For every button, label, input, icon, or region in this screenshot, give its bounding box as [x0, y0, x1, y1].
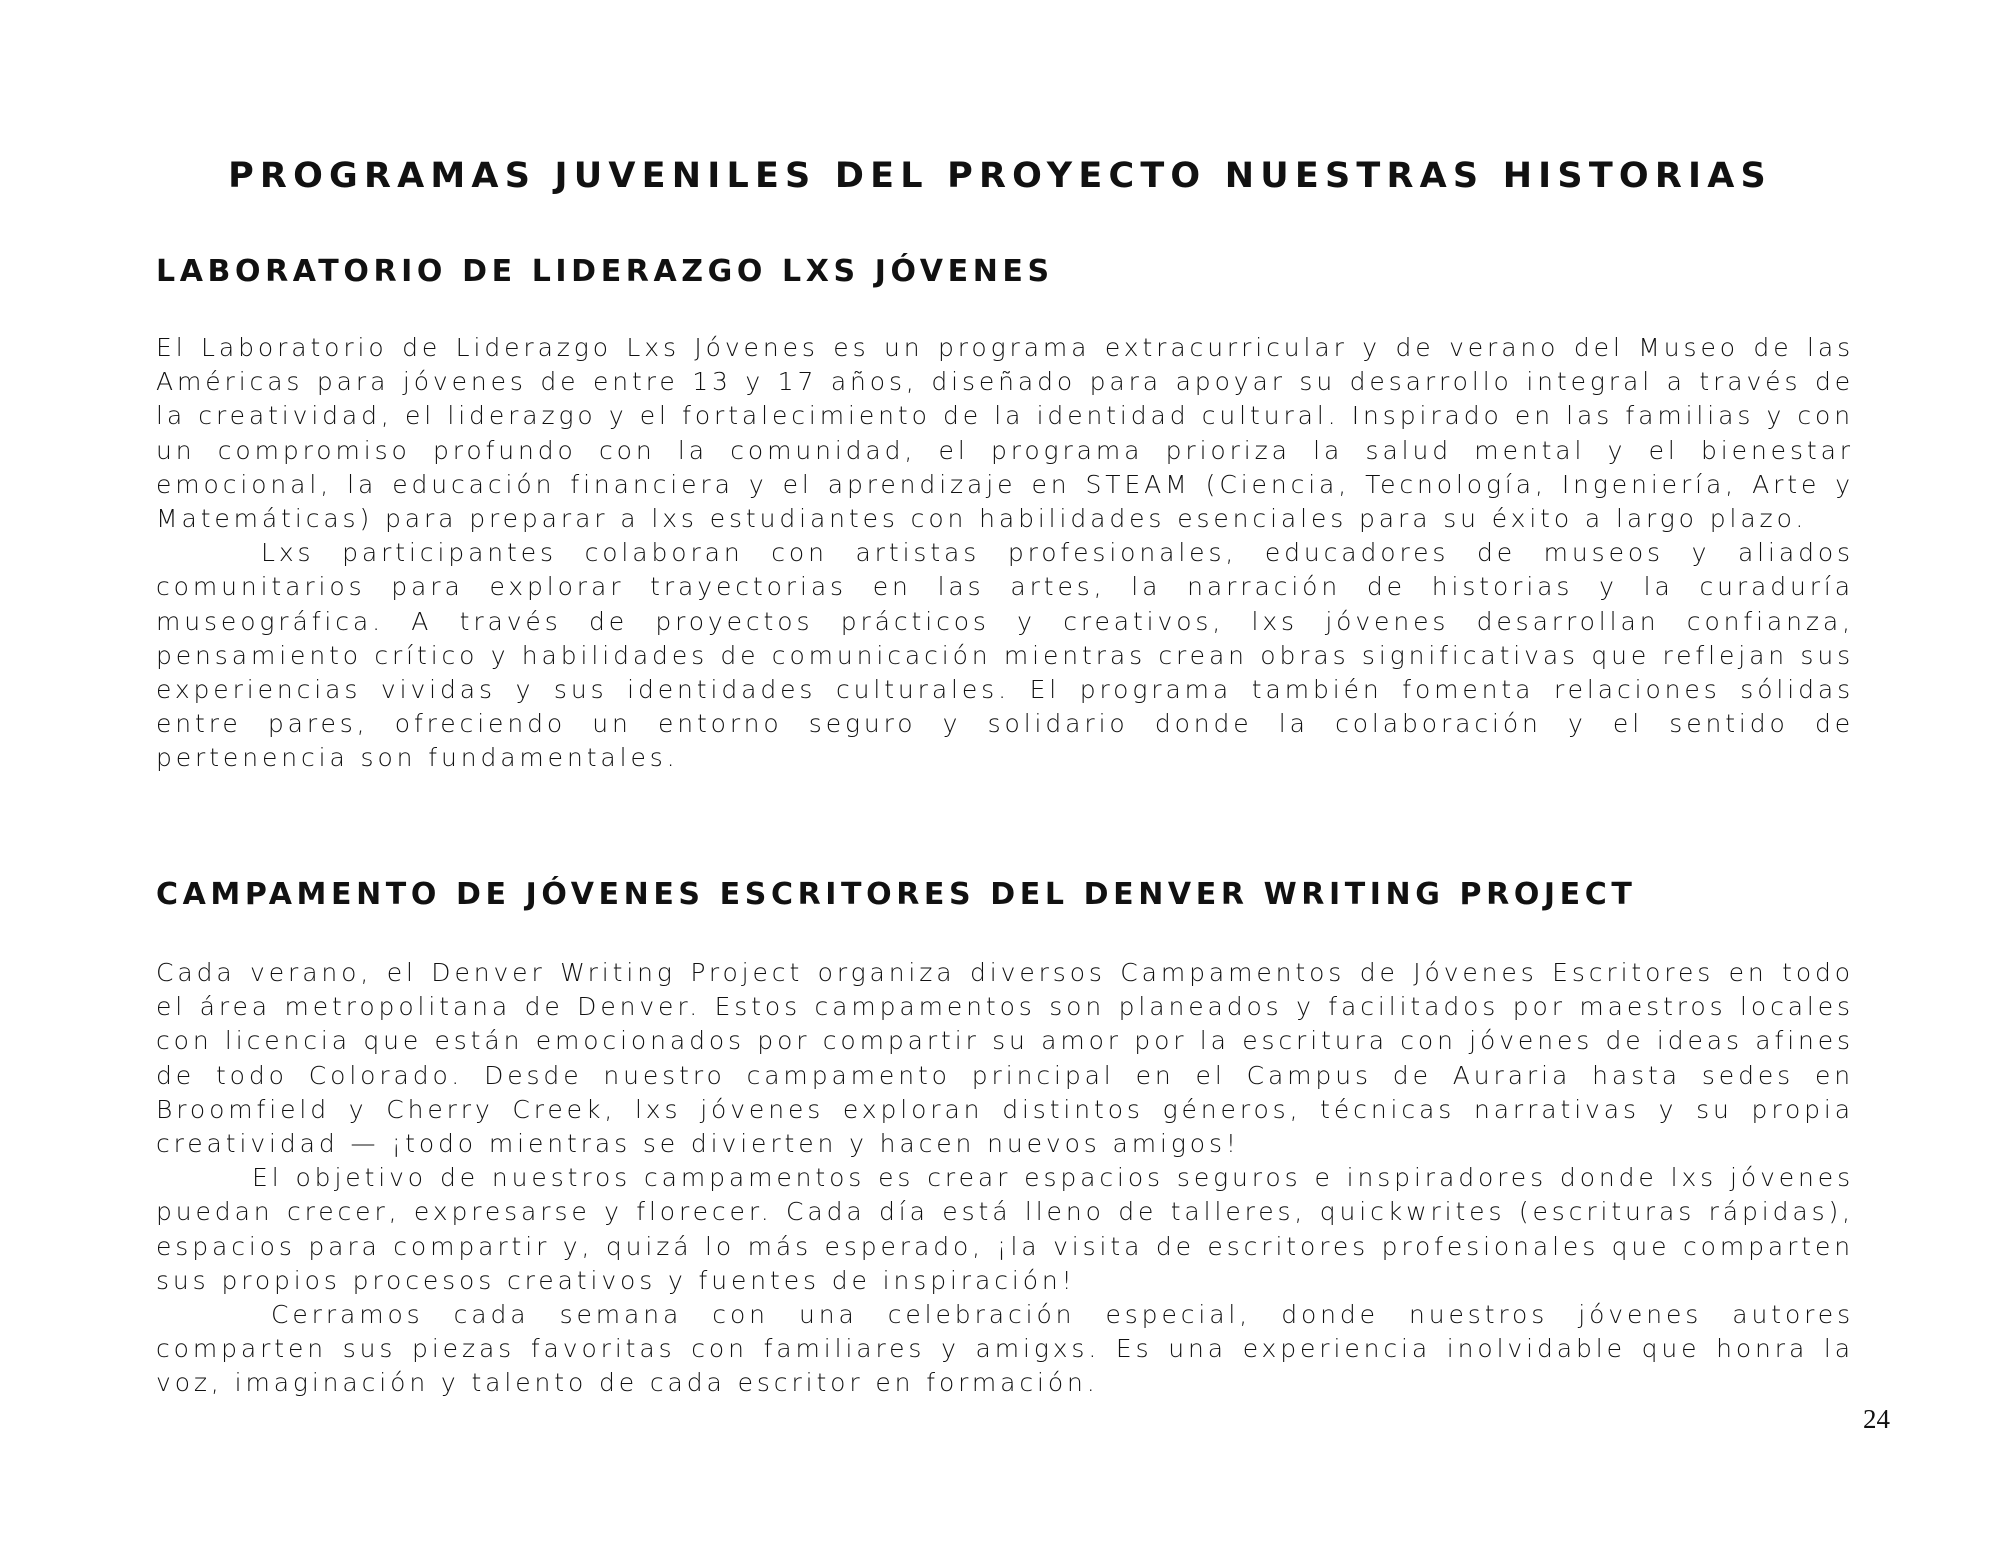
page-number: 24 [1863, 1404, 1890, 1434]
paragraph: Lxs participantes colaboran con artistas profesionales, educadores de museos y aliados comunitarios para explorar trayectorias en las artes, la narración de historias y la curaduría museográfica. A través de proyectos prácticos y creativos, lxs jóvenes desarrollan confianza, pensamiento crítico y habilidades de comunicación mientras crean obras significativas que reflejan sus experiencias vividas y sus identidades culturales. El programa también fomenta relaciones sólidas entre pares, ofreciendo un entorno seguro y solidario donde la colaboración y el sentido de pertenencia son fundamentales. [156, 538, 1854, 773]
paragraph: El Laboratorio de Liderazgo Lxs Jóvenes es un programa extracurricular y de verano del Museo de las Américas para jóvenes de entre 13 y 17 años, diseñado para apoyar su desarrollo integral a través de la creatividad, el liderazgo y el fortalecimiento de la identidad cultural. Inspirado en las familias y con un compromiso profundo con la comunidad, el programa prioriza la salud mental y el bienestar emocional, la educación financiera y el aprendizaje en STEAM (Ciencia, Tecnología, Ingeniería, Arte y Matemáticas) para preparar a lxs estudiantes con habilidades esenciales para su éxito a largo plazo. [156, 333, 1854, 534]
paragraph: Cerramos cada semana con una celebración especial, donde nuestros jóvenes autores comparten sus piezas favoritas con familiares y amigxs. Es una experiencia inolvidable que honra la voz, imaginación y talento de cada escritor en formación. [156, 1300, 1854, 1398]
section-heading-writers-camp: CAMPAMENTO DE JÓVENES ESCRITORES DEL DENVER WRITING PROJECT [156, 877, 1637, 912]
section-body-writers-camp [156, 956, 1854, 1401]
section-body-leadership-lab [156, 331, 1854, 776]
page-title: PROGRAMAS JUVENILES DEL PROYECTO NUESTRAS HISTORIAS [228, 156, 1772, 196]
section-heading-leadership-lab: LABORATORIO DE LIDERAZGO LXS JÓVENES [156, 254, 1054, 289]
paragraph: Cada verano, el Denver Writing Project organiza diversos Campamentos de Jóvenes Escritores en todo el área metropolitana de Denver. Estos campamentos son planeados y facilitados por maestros locales con licencia que están emocionados por compartir su amor por la escritura con jóvenes de ideas afines de todo Colorado. Desde nuestro campamento principal en el Campus de Auraria hasta sedes en Broomfield y Cherry Creek, lxs jóvenes exploran distintos géneros, técnicas narrativas y su propia creatividad — ¡todo mientras se divierten y hacen nuevos amigos! [156, 958, 1854, 1159]
paragraph: El objetivo de nuestros campamentos es crear espacios seguros e inspiradores donde lxs jóvenes puedan crecer, expresarse y florecer. Cada día está lleno de talleres, quickwrites (escrituras rápidas), espacios para compartir y, quizá lo más esperado, ¡la visita de escritores profesionales que comparten sus propios procesos creativos y fuentes de inspiración! [156, 1163, 1854, 1295]
